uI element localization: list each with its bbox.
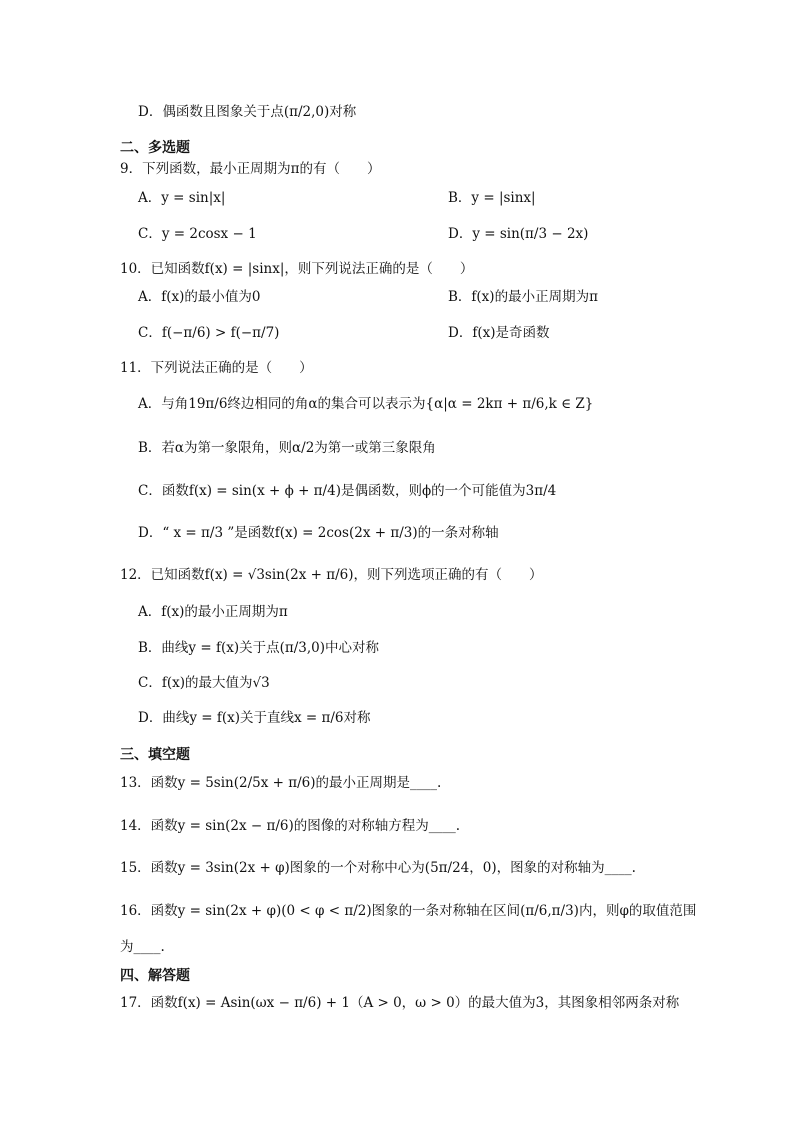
q12-option-a: A．f(x)的最小正周期为π [138,604,288,620]
q9-option-c: C．y = 2cosx − 1 [138,226,257,242]
q11-stem: 11．下列说法正确的是（ ） [120,360,313,376]
q14: 14．函数y = sin(2x − π/6)的图像的对称轴方程为____. [120,818,461,834]
q16-line2: 为____. [120,939,165,955]
q10-option-a: A．f(x)的最小值为0 [138,289,261,305]
q8-option-d: D．偶函数且图象关于点(π/2,0)对称 [138,104,357,120]
q9-option-a: A．y = sin|x| [138,190,226,206]
q10-option-c: C．f(−π/6) > f(−π/7) [138,325,280,341]
q11-option-b: B．若α为第一象限角，则α/2为第一或第三象限角 [138,440,436,456]
q16-line1: 16．函数y = sin(2x + φ)(0 < φ < π/2)图象的一条对称轴在区间(π/6,π/3)内，则φ的取值范围 [120,903,697,919]
q11-option-c: C．函数f(x) = sin(x + ϕ + π/4)是偶函数，则ϕ的一个可能值为3π/4 [138,483,557,499]
q10-option-b: B．f(x)的最小正周期为π [448,289,598,305]
q9-option-b: B．y = |sinx| [448,190,536,206]
q9-stem: 9．下列函数，最小正周期为π的有（ ） [120,161,381,177]
q9-option-d: D．y = sin(π/3 − 2x) [448,226,589,242]
q17-stem: 17．函数f(x) = Asin(ωx − π/6) + 1（A > 0，ω > 0）的最大值为3，其图象相邻两条对称 [120,995,680,1011]
section-heading-fill-in: 三、填空题 [120,747,190,763]
q10-stem: 10．已知函数f(x) = |sinx|，则下列说法正确的是（ ） [120,261,474,277]
q12-option-d: D．曲线y = f(x)关于直线x = π/6对称 [138,710,371,726]
q15: 15．函数y = 3sin(2x + φ)图象的一个对称中心为(5π/24，0)，图象的对称轴为____. [120,860,636,876]
q11-option-d: D．“ x = π/3 ”是函数f(x) = 2cos(2x + π/3)的一条对称轴 [138,525,499,541]
q12-option-b: B．曲线y = f(x)关于点(π/3,0)中心对称 [138,640,380,656]
q11-option-a: A．与角19π/6终边相同的角α的集合可以表示为{α|α = 2kπ + π/6,k ∈ Z} [138,396,594,412]
section-heading-multiple-choice: 二、多选题 [120,140,190,156]
q10-option-d: D．f(x)是奇函数 [448,325,550,341]
q12-option-c: C．f(x)的最大值为√3 [138,675,270,691]
section-heading-answer: 四、解答题 [120,968,190,984]
q12-stem: 12．已知函数f(x) = √3sin(2x + π/6)，则下列选项正确的有（ ） [120,567,543,583]
q13: 13．函数y = 5sin(2/5x + π/6)的最小正周期是____. [120,775,442,791]
